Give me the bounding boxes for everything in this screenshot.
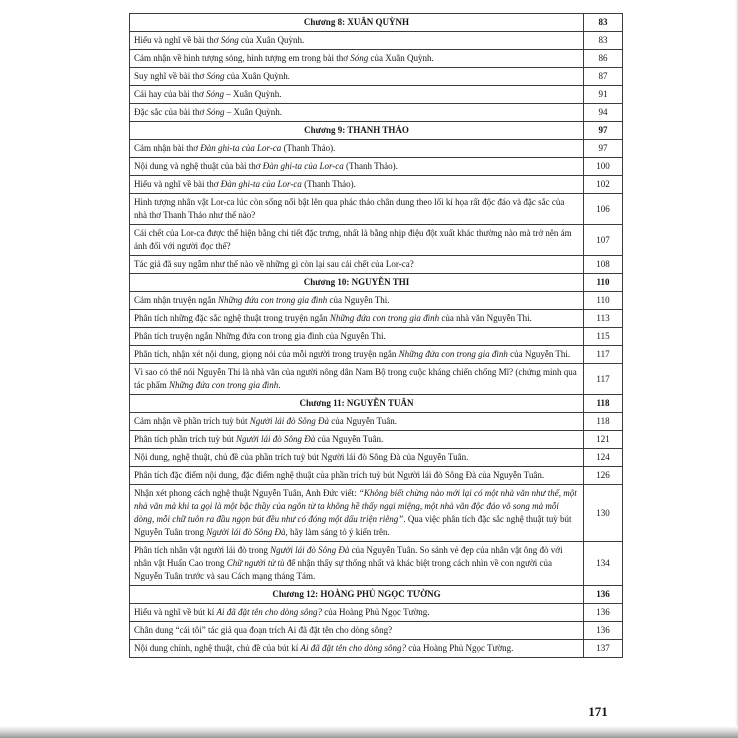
entry-page-number: 117: [584, 346, 623, 364]
entry-page-number: 86: [584, 50, 623, 68]
toc-entry-row: [130, 225, 623, 256]
entry-text: Cảm nhận bài thơ Đàn ghi-ta của Lor-ca (Thanh Thảo).: [130, 140, 584, 158]
entry-page-number: 87: [584, 68, 623, 86]
toc-entry-row: [130, 328, 623, 346]
entry-page-number: 115: [584, 328, 623, 346]
toc-entry-row: [130, 104, 623, 122]
entry-text: Phân tích truyện ngắn Những đứa con trong gia đình của Nguyễn Thi.: [130, 328, 584, 346]
entry-page-number: 121: [584, 431, 623, 449]
entry-page-number: 97: [584, 140, 623, 158]
entry-text: Phân tích phần trích tuỳ bút Người lái đò Sông Đà của Nguyễn Tuân.: [130, 431, 584, 449]
chapter-header-row: [130, 14, 623, 32]
chapter-title: Chương 9: THANH THẢO: [130, 122, 584, 140]
chapter-page-number: 136: [584, 586, 623, 604]
toc-table: [129, 13, 623, 658]
entry-text: Phân tích đặc điểm nội dung, đặc điểm nghệ thuật của phần trích tuỳ bút Người lái đò Sông Đà của Nguyễn Tuân.: [130, 467, 584, 485]
entry-text: Vì sao có thể nói Nguyễn Thi là nhà văn của người nông dân Nam Bộ trong cuộc kháng chiến chống Mĩ? (chứng minh qua tác phẩm Những đứa con trong gia đình.: [130, 364, 584, 395]
entry-text: Hình tượng nhân vật Lor-ca lúc còn sống nổi bật lên qua phác thảo chân dung theo lối kí họa rất độc đáo và đặc sắc của nhà thơ Thanh Thảo như thế nào?: [130, 194, 584, 225]
entry-text: Tác giả đã suy ngẫm như thế nào về những gì còn lại sau cái chết của Lor-ca?: [130, 256, 584, 274]
entry-text: Hiểu và nghĩ về bài thơ Sóng của Xuân Quỳnh.: [130, 32, 584, 50]
entry-page-number: 94: [584, 104, 623, 122]
entry-text: Chân dung “cái tôi” tác giả qua đoạn trích Ai đã đặt tên cho dòng sông?: [130, 622, 584, 640]
entry-page-number: 108: [584, 256, 623, 274]
toc-entry-row: [130, 413, 623, 431]
toc-entry-row: [130, 32, 623, 50]
toc-entry-row: [130, 604, 623, 622]
entry-text: Suy nghĩ về bài thơ Sóng của Xuân Quỳnh.: [130, 68, 584, 86]
toc-table-body: [130, 14, 623, 658]
entry-page-number: 110: [584, 292, 623, 310]
entry-text: Phân tích nhân vật người lái đò trong Người lái đò Sông Đà của Nguyễn Tuân. So sánh vẻ đẹp của nhân vật ông đò với nhân vật Huấn Cao trong Chữ người tử tù để nhận thấy sự thống nhất và khác biệt trong cách nhìn về con người của Nguyễn Tuân trước và sau Cách mạng tháng Tám.: [130, 542, 584, 586]
chapter-title: Chương 12: HOÀNG PHỦ NGỌC TƯỜNG: [130, 586, 584, 604]
entry-text: Đặc sắc của bài thơ Sóng – Xuân Quỳnh.: [130, 104, 584, 122]
toc-entry-row: [130, 68, 623, 86]
entry-page-number: 107: [584, 225, 623, 256]
entry-page-number: 124: [584, 449, 623, 467]
toc-entry-row: [130, 50, 623, 68]
entry-text: Hiểu và nghĩ về bài thơ Đàn ghi-ta của Lor-ca (Thanh Thảo).: [130, 176, 584, 194]
toc-entry-row: [130, 86, 623, 104]
entry-text: Cảm nhận về hình tượng sóng, hình tượng em trong bài thơ Sóng của Xuân Quỳnh.: [130, 50, 584, 68]
chapter-title: Chương 10: NGUYỄN THI: [130, 274, 584, 292]
entry-page-number: 113: [584, 310, 623, 328]
entry-page-number: 117: [584, 364, 623, 395]
entry-page-number: 118: [584, 413, 623, 431]
toc-entry-row: [130, 194, 623, 225]
entry-page-number: 137: [584, 640, 623, 658]
entry-text: Phân tích những đặc sắc nghệ thuật trong truyện ngắn Những đứa con trong gia đình của nhà văn Nguyễn Thi.: [130, 310, 584, 328]
entry-page-number: 91: [584, 86, 623, 104]
toc-entry-row: [130, 640, 623, 658]
chapter-header-row: [130, 586, 623, 604]
entry-text: Nhận xét phong cách nghệ thuật Nguyễn Tuân, Anh Đức viết: “Không biết chừng nào mới lại có một nhà văn như thế, một nhà văn mà khi ta gọi là một bậc thầy của ngôn từ ta không hề thấy ngại miệng, một nhà văn độc đáo vô song mà mỗi dòng, mỗi chữ tuôn ra đầu ngọn bút đều như có đóng một dấu triện riêng”. Qua việc phân tích đặc sắc nghệ thuật tuỳ bút Nguyễn Tuân trong Người lái đò Sông Đà, hãy làm sáng tỏ ý kiến trên.: [130, 485, 584, 542]
chapter-header-row: [130, 122, 623, 140]
toc-entry-row: [130, 364, 623, 395]
toc-entry-row: [130, 310, 623, 328]
chapter-page-number: 118: [584, 395, 623, 413]
chapter-header-row: [130, 395, 623, 413]
toc-entry-row: [130, 542, 623, 586]
entry-text: Cái hay của bài thơ Sóng – Xuân Quỳnh.: [130, 86, 584, 104]
toc-entry-row: [130, 292, 623, 310]
toc-entry-row: [130, 431, 623, 449]
toc-entry-row: [130, 158, 623, 176]
toc-entry-row: [130, 449, 623, 467]
toc-entry-row: [130, 467, 623, 485]
entry-text: Nội dung và nghệ thuật của bài thơ Đàn ghi-ta của Lor-ca (Thanh Thảo).: [130, 158, 584, 176]
footer-page-number: 171: [588, 704, 608, 719]
entry-page-number: 136: [584, 622, 623, 640]
chapter-page-number: 110: [584, 274, 623, 292]
entry-text: Nội dung chính, nghệ thuật, chủ đề của bút kí Ai đã đặt tên cho dòng sông? của Hoàng Phủ Ngọc Tường.: [130, 640, 584, 658]
entry-text: Nội dung, nghệ thuật, chủ đề của phần trích tuỳ bút Người lái đò Sông Đà của Nguyễn Tuân.: [130, 449, 584, 467]
toc-entry-row: [130, 622, 623, 640]
entry-page-number: 83: [584, 32, 623, 50]
entry-page-number: 106: [584, 194, 623, 225]
entry-text: Phân tích, nhận xét nội dung, giọng nói của mỗi người trong truyện ngắn Những đứa con trong gia đình của Nguyễn Thi.: [130, 346, 584, 364]
chapter-title: Chương 11: NGUYỄN TUÂN: [130, 395, 584, 413]
entry-text: Cái chết của Lor-ca được thể hiện bằng chi tiết đặc trưng, nhất là bằng nhịp điệu đột xuất khác thường nào mà trở nên ám ảnh đối với người đọc thế?: [130, 225, 584, 256]
entry-text: Cảm nhận về phần trích tuỳ bút Người lái đò Sông Đà của Nguyễn Tuân.: [130, 413, 584, 431]
chapter-header-row: [130, 274, 623, 292]
entry-page-number: 100: [584, 158, 623, 176]
entry-page-number: 130: [584, 485, 623, 542]
entry-page-number: 102: [584, 176, 623, 194]
entry-page-number: 126: [584, 467, 623, 485]
entry-text: Cảm nhận truyện ngắn Những đứa con trong gia đình của Nguyễn Thi.: [130, 292, 584, 310]
entry-page-number: 136: [584, 604, 623, 622]
toc-entry-row: [130, 346, 623, 364]
toc-entry-row: [130, 176, 623, 194]
toc-entry-row: [130, 485, 623, 542]
entry-page-number: 134: [584, 542, 623, 586]
chapter-page-number: 97: [584, 122, 623, 140]
scan-edge-bottom: [0, 726, 738, 738]
toc-entry-row: [130, 140, 623, 158]
entry-text: Hiểu và nghĩ về bút kí Ai đã đặt tên cho dòng sông? của Hoàng Phủ Ngọc Tường.: [130, 604, 584, 622]
chapter-title: Chương 8: XUÂN QUỲNH: [130, 14, 584, 32]
toc-entry-row: [130, 256, 623, 274]
chapter-page-number: 83: [584, 14, 623, 32]
